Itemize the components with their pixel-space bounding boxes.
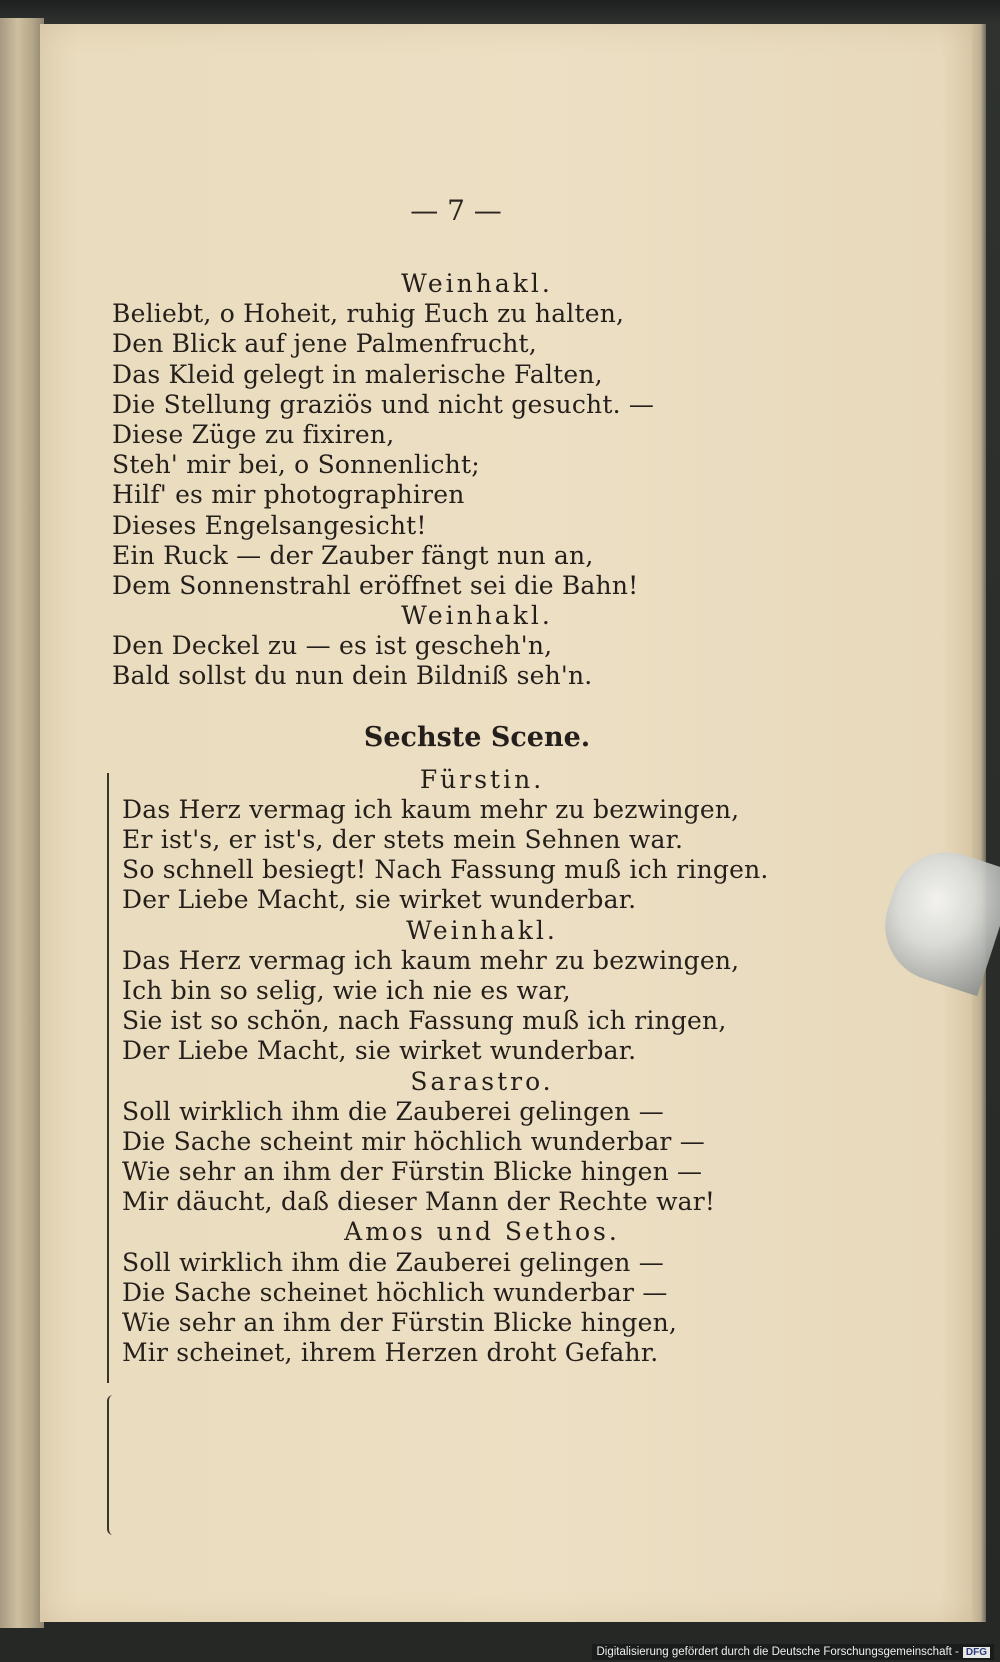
speaker-amos-und-sethos: Amos und Sethos.: [344, 1217, 620, 1247]
verse-line: Beliebt, o Hoheit, ruhig Euch zu halten,: [112, 299, 625, 329]
verse-line: Wie sehr an ihm der Fürstin Blicke hingen —: [122, 1157, 703, 1187]
verse-line: Soll wirklich ihm die Zauberei gelingen —: [122, 1247, 664, 1277]
verse-line: Bald sollst du nun dein Bildniß seh'n.: [112, 661, 593, 691]
verse-line: Ich bin so selig, wie ich nie es war,: [122, 975, 571, 1005]
verse-line: Hilf' es mir photographiren: [112, 480, 465, 510]
verse-line: Wie sehr an ihm der Fürstin Blicke hingen,: [122, 1308, 678, 1337]
verse-line: Soll wirklich ihm die Zauberei gelingen —: [122, 1096, 664, 1126]
verse-line: Den Blick auf jene Palmenfrucht,: [112, 329, 537, 359]
speaker-sarastro: Sarastro.: [410, 1066, 554, 1096]
scene-title: Sechste Scene.: [363, 721, 591, 753]
dfg-logo-icon: DFG: [963, 1647, 990, 1658]
digitization-credit: [592, 1644, 994, 1660]
speaker-fuerstin: Fürstin.: [419, 764, 545, 794]
verse-line: Das Herz vermag ich kaum mehr zu bezwingen,: [122, 945, 740, 975]
verse-line: Der Liebe Macht, sie wirket wunderbar.: [122, 1036, 637, 1066]
verse-line: Mir däucht, daß dieser Mann der Rechte war!: [122, 1187, 716, 1217]
page-number: — 7 —: [410, 194, 502, 227]
verse-line: Ein Ruck — der Zauber fängt nun an,: [112, 540, 594, 570]
verse-line: Die Sache scheint mir höchlich wunderbar —: [122, 1126, 705, 1156]
verse-line: So schnell besiegt! Nach Fassung muß ich ringen.: [122, 855, 769, 885]
verse-line: Diese Züge zu fixiren,: [112, 419, 395, 449]
ensemble-group: [112, 765, 812, 1369]
speaker-weinhakl: Weinhakl.: [406, 915, 558, 945]
verse-line: Das Herz vermag ich kaum mehr zu bezwingen,: [122, 794, 740, 824]
speaker-weinhakl: Weinhakl.: [401, 269, 553, 298]
verse-line: Mir scheinet, ihrem Herzen droht Gefahr.: [122, 1338, 659, 1368]
verse-line: Dem Sonnenstrahl eröffnet sei die Bahn!: [112, 570, 639, 600]
paper-page: [40, 24, 976, 1622]
verse-line: Den Deckel zu — es ist gescheh'n,: [112, 631, 553, 661]
credit-text: Digitalisierung gefördert durch die Deutsche Forschungsgemeinschaft -: [596, 1646, 959, 1658]
verse-line: Steh' mir bei, o Sonnenlicht;: [112, 450, 480, 480]
verse-line: Er ist's, er ist's, der stets mein Sehnen war.: [122, 825, 684, 854]
speaker-weinhakl: Weinhakl.: [401, 601, 553, 631]
page-edge-shadow: [972, 24, 986, 1622]
book-cover-edge: [0, 18, 44, 1628]
verse-line: Die Sache scheinet höchlich wunderbar —: [122, 1277, 668, 1307]
verse-line: Sie ist so schön, nach Fassung muß ich ringen,: [122, 1006, 727, 1036]
verse-line: Der Liebe Macht, sie wirket wunderbar.: [122, 885, 637, 915]
text-block: [112, 269, 812, 1368]
brace-bracket: [107, 1395, 119, 1535]
brace-bracket: [107, 773, 119, 1383]
verse-line: Dieses Engelsangesicht!: [112, 510, 427, 540]
verse-line: Die Stellung graziös und nicht gesucht. —: [112, 389, 655, 419]
verse-line: Das Kleid gelegt in malerische Falten,: [112, 359, 603, 389]
